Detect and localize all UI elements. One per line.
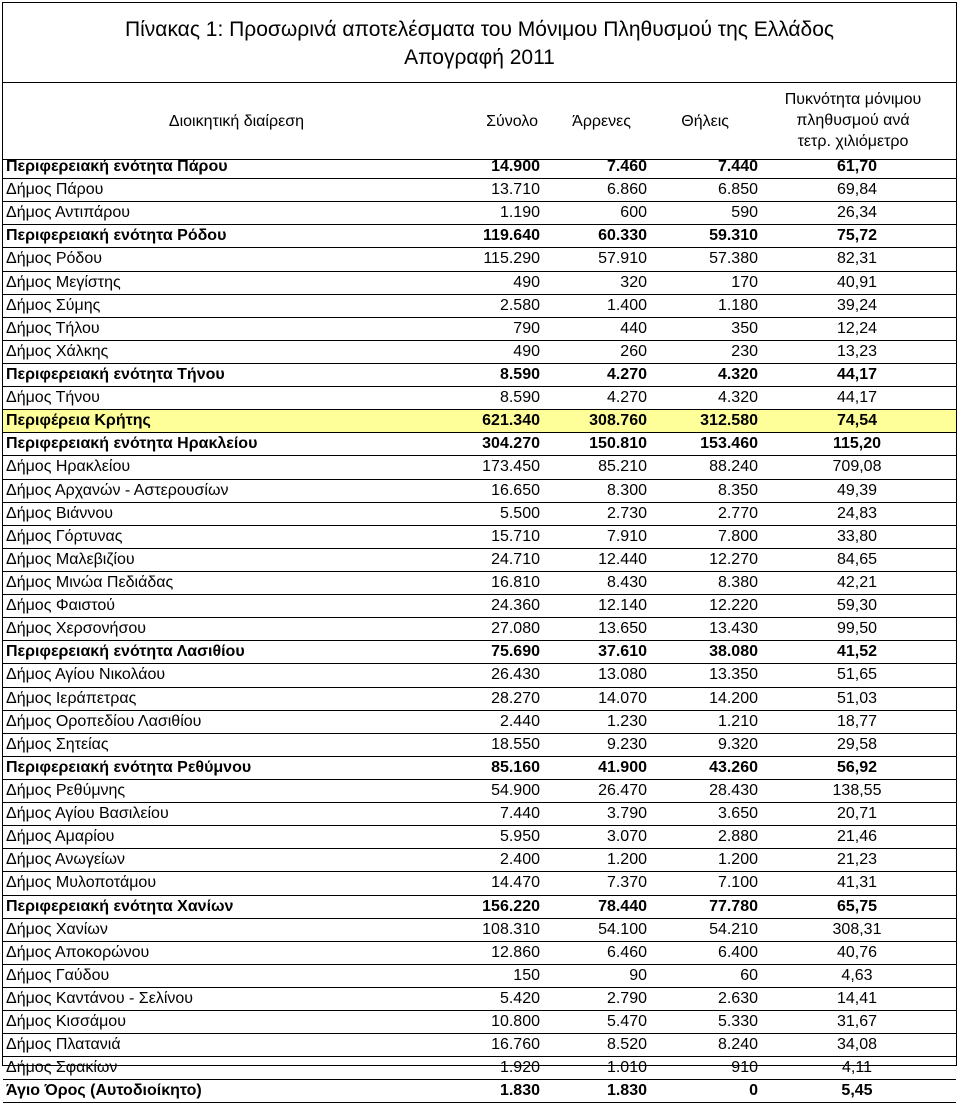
cell-male: 12.440	[540, 548, 647, 571]
cell-total: 2.580	[456, 294, 540, 317]
cell-male: 5.470	[540, 1011, 647, 1034]
cell-density: 5,45	[758, 1080, 956, 1103]
cell-male: 320	[540, 271, 647, 294]
cell-female: 4.320	[647, 387, 758, 410]
cell-male: 600	[540, 202, 647, 225]
cell-female: 6.400	[647, 941, 758, 964]
table-row	[3, 479, 956, 502]
cell-name: Δήμος Καντάνου - Σελίνου	[3, 987, 456, 1010]
table-row	[3, 987, 956, 1010]
cell-name: Δήμος Αγίου Βασιλείου	[3, 803, 456, 826]
cell-name: Δήμος Τήλου	[3, 317, 456, 340]
cell-density: 41,52	[758, 641, 956, 664]
table-row	[3, 1080, 956, 1103]
cell-name: Δήμος Ηρακλείου	[3, 456, 456, 479]
cell-male: 13.650	[540, 618, 647, 641]
cell-male: 6.860	[540, 179, 647, 202]
table-row	[3, 1057, 956, 1080]
cell-density: 99,50	[758, 618, 956, 641]
table-row	[3, 641, 956, 664]
cell-female: 43.260	[647, 756, 758, 779]
cell-density: 84,65	[758, 548, 956, 571]
cell-male: 4.270	[540, 387, 647, 410]
cell-density: 75,72	[758, 225, 956, 248]
cell-total: 304.270	[456, 433, 540, 456]
cell-name: Δήμος Μαλεβιζίου	[3, 548, 456, 571]
table-row	[3, 156, 956, 179]
cell-female: 8.380	[647, 571, 758, 594]
cell-female: 12.220	[647, 595, 758, 618]
cell-female: 1.210	[647, 710, 758, 733]
cell-density: 115,20	[758, 433, 956, 456]
cell-female: 5.330	[647, 1011, 758, 1034]
cell-name: Δήμος Σύμης	[3, 294, 456, 317]
cell-male: 7.460	[540, 156, 647, 179]
cell-name: Δήμος Πλατανιά	[3, 1034, 456, 1057]
cell-total: 24.710	[456, 548, 540, 571]
table-row	[3, 433, 956, 456]
cell-density: 33,80	[758, 525, 956, 548]
cell-total: 54.900	[456, 779, 540, 802]
cell-total: 14.470	[456, 872, 540, 895]
cell-density: 12,24	[758, 317, 956, 340]
table-row	[3, 317, 956, 340]
cell-density: 59,30	[758, 595, 956, 618]
cell-male: 8.300	[540, 479, 647, 502]
cell-male: 90	[540, 964, 647, 987]
cell-density: 74,54	[758, 410, 956, 433]
header-female: Θήλεις	[681, 113, 729, 130]
cell-total: 115.290	[456, 248, 540, 271]
header-male: Άρρενες	[572, 113, 631, 130]
cell-name: Περιφερειακή ενότητα Πάρου	[3, 156, 456, 179]
title-block	[3, 3, 956, 83]
cell-total: 27.080	[456, 618, 540, 641]
cell-total: 16.810	[456, 571, 540, 594]
table-row	[3, 502, 956, 525]
cell-male: 6.460	[540, 941, 647, 964]
cell-female: 0	[647, 1080, 758, 1103]
cell-name: Δήμος Σφακίων	[3, 1057, 456, 1080]
cell-female: 1.200	[647, 849, 758, 872]
cell-total: 8.590	[456, 387, 540, 410]
cell-female: 7.440	[647, 156, 758, 179]
table-row	[3, 964, 956, 987]
cell-total: 119.640	[456, 225, 540, 248]
table-row	[3, 248, 956, 271]
cell-male: 3.070	[540, 826, 647, 849]
cell-male: 2.790	[540, 987, 647, 1010]
cell-male: 2.730	[540, 502, 647, 525]
cell-male: 85.210	[540, 456, 647, 479]
cell-total: 24.360	[456, 595, 540, 618]
cell-female: 7.800	[647, 525, 758, 548]
table-row	[3, 895, 956, 918]
cell-male: 260	[540, 340, 647, 363]
cell-male: 41.900	[540, 756, 647, 779]
cell-total: 150	[456, 964, 540, 987]
cell-total: 490	[456, 340, 540, 363]
table-row	[3, 710, 956, 733]
table-row	[3, 826, 956, 849]
cell-total: 156.220	[456, 895, 540, 918]
cell-total: 621.340	[456, 410, 540, 433]
cell-density: 34,08	[758, 1034, 956, 1057]
cell-name: Περιφερειακή ενότητα Τήνου	[3, 363, 456, 386]
population-sheet	[2, 2, 957, 1100]
table-row	[3, 779, 956, 802]
cell-density: 51,65	[758, 664, 956, 687]
cell-name: Άγιο Όρος (Αυτοδιοίκητο)	[3, 1080, 456, 1103]
table-row	[3, 202, 956, 225]
cell-name: Δήμος Ιεράπετρας	[3, 687, 456, 710]
cell-female: 57.380	[647, 248, 758, 271]
table-row	[3, 872, 956, 895]
cell-male: 54.100	[540, 918, 647, 941]
table-row	[3, 941, 956, 964]
cell-male: 150.810	[540, 433, 647, 456]
table-title: Πίνακας 1: Προσωρινά αποτελέσματα του Μόνιμου Πληθυσμού της Ελλάδος	[124, 18, 835, 41]
cell-name: Περιφέρεια Κρήτης	[3, 410, 456, 433]
cell-density: 21,46	[758, 826, 956, 849]
header-density	[753, 89, 953, 152]
cell-name: Δήμος Ρεθύμνης	[3, 779, 456, 802]
cell-male: 7.910	[540, 525, 647, 548]
cell-name: Δήμος Μυλοποτάμου	[3, 872, 456, 895]
cell-female: 4.320	[647, 363, 758, 386]
table-row	[3, 548, 956, 571]
cell-male: 12.140	[540, 595, 647, 618]
cell-density: 41,31	[758, 872, 956, 895]
cell-density: 709,08	[758, 456, 956, 479]
cell-total: 26.430	[456, 664, 540, 687]
cell-name: Δήμος Αρχανών - Αστερουσίων	[3, 479, 456, 502]
cell-total: 28.270	[456, 687, 540, 710]
table-row	[3, 618, 956, 641]
cell-female: 170	[647, 271, 758, 294]
cell-male: 14.070	[540, 687, 647, 710]
cell-total: 14.900	[456, 156, 540, 179]
table-row	[3, 387, 956, 410]
cell-total: 8.590	[456, 363, 540, 386]
cell-total: 790	[456, 317, 540, 340]
cell-density: 24,83	[758, 502, 956, 525]
cell-male: 57.910	[540, 248, 647, 271]
cell-female: 28.430	[647, 779, 758, 802]
cell-male: 26.470	[540, 779, 647, 802]
cell-female: 230	[647, 340, 758, 363]
cell-female: 13.430	[647, 618, 758, 641]
cell-name: Δήμος Ρόδου	[3, 248, 456, 271]
cell-name: Δήμος Ανωγείων	[3, 849, 456, 872]
cell-density: 40,76	[758, 941, 956, 964]
population-table	[3, 156, 956, 1103]
table-row	[3, 271, 956, 294]
cell-density: 20,71	[758, 803, 956, 826]
column-header-row	[3, 82, 956, 160]
table-row	[3, 410, 956, 433]
cell-male: 1.830	[540, 1080, 647, 1103]
cell-male: 78.440	[540, 895, 647, 918]
cell-female: 59.310	[647, 225, 758, 248]
cell-name: Περιφερειακή ενότητα Λασιθίου	[3, 641, 456, 664]
table-row	[3, 363, 956, 386]
cell-total: 1.190	[456, 202, 540, 225]
table-row	[3, 595, 956, 618]
cell-female: 8.350	[647, 479, 758, 502]
cell-name: Περιφερειακή ενότητα Ρόδου	[3, 225, 456, 248]
cell-male: 1.230	[540, 710, 647, 733]
table-row	[3, 687, 956, 710]
cell-total: 10.800	[456, 1011, 540, 1034]
cell-name: Δήμος Χερσονήσου	[3, 618, 456, 641]
cell-total: 12.860	[456, 941, 540, 964]
cell-total: 5.950	[456, 826, 540, 849]
cell-female: 312.580	[647, 410, 758, 433]
cell-female: 2.880	[647, 826, 758, 849]
cell-density: 42,21	[758, 571, 956, 594]
table-row	[3, 918, 956, 941]
cell-female: 14.200	[647, 687, 758, 710]
cell-name: Δήμος Οροπεδίου Λασιθίου	[3, 710, 456, 733]
cell-density: 4,11	[758, 1057, 956, 1080]
cell-female: 590	[647, 202, 758, 225]
cell-total: 5.420	[456, 987, 540, 1010]
cell-male: 308.760	[540, 410, 647, 433]
table-row	[3, 733, 956, 756]
cell-female: 2.630	[647, 987, 758, 1010]
table-row	[3, 1034, 956, 1057]
table-row	[3, 803, 956, 826]
cell-name: Δήμος Αγίου Νικολάου	[3, 664, 456, 687]
table-row	[3, 849, 956, 872]
cell-name: Δήμος Χανίων	[3, 918, 456, 941]
table-row	[3, 571, 956, 594]
cell-name: Δήμος Σητείας	[3, 733, 456, 756]
header-total: Σύνολο	[486, 113, 538, 130]
cell-name: Δήμος Μεγίστης	[3, 271, 456, 294]
header-density-line1: Πυκνότητα μόνιμου	[784, 91, 922, 108]
table-row	[3, 456, 956, 479]
cell-density: 31,67	[758, 1011, 956, 1034]
cell-total: 16.650	[456, 479, 540, 502]
cell-male: 8.430	[540, 571, 647, 594]
cell-female: 153.460	[647, 433, 758, 456]
cell-total: 5.500	[456, 502, 540, 525]
cell-density: 138,55	[758, 779, 956, 802]
cell-female: 1.180	[647, 294, 758, 317]
cell-female: 38.080	[647, 641, 758, 664]
cell-density: 61,70	[758, 156, 956, 179]
cell-male: 1.010	[540, 1057, 647, 1080]
cell-density: 82,31	[758, 248, 956, 271]
cell-density: 69,84	[758, 179, 956, 202]
table-row	[3, 756, 956, 779]
cell-name: Δήμος Βιάννου	[3, 502, 456, 525]
cell-female: 54.210	[647, 918, 758, 941]
cell-female: 60	[647, 964, 758, 987]
cell-male: 60.330	[540, 225, 647, 248]
table-body	[3, 156, 956, 1103]
cell-total: 85.160	[456, 756, 540, 779]
cell-female: 7.100	[647, 872, 758, 895]
cell-density: 39,24	[758, 294, 956, 317]
cell-female: 88.240	[647, 456, 758, 479]
cell-male: 440	[540, 317, 647, 340]
cell-name: Δήμος Αντιπάρου	[3, 202, 456, 225]
cell-total: 75.690	[456, 641, 540, 664]
cell-density: 26,34	[758, 202, 956, 225]
cell-total: 16.760	[456, 1034, 540, 1057]
cell-female: 12.270	[647, 548, 758, 571]
cell-density: 29,58	[758, 733, 956, 756]
cell-density: 4,63	[758, 964, 956, 987]
cell-total: 7.440	[456, 803, 540, 826]
cell-male: 13.080	[540, 664, 647, 687]
cell-male: 8.520	[540, 1034, 647, 1057]
cell-name: Περιφερειακή ενότητα Ηρακλείου	[3, 433, 456, 456]
cell-total: 2.400	[456, 849, 540, 872]
cell-total: 13.710	[456, 179, 540, 202]
table-row	[3, 340, 956, 363]
cell-density: 13,23	[758, 340, 956, 363]
header-name: Διοικητική διαίρεση	[168, 113, 304, 130]
cell-female: 77.780	[647, 895, 758, 918]
cell-total: 490	[456, 271, 540, 294]
table-subtitle: Απογραφή 2011	[404, 46, 555, 69]
cell-name: Δήμος Γαύδου	[3, 964, 456, 987]
cell-male: 1.400	[540, 294, 647, 317]
cell-density: 14,41	[758, 987, 956, 1010]
cell-name: Περιφερειακή ενότητα Ρεθύμνου	[3, 756, 456, 779]
cell-male: 37.610	[540, 641, 647, 664]
header-density-line2: πληθυσμού ανά	[796, 112, 910, 129]
cell-density: 51,03	[758, 687, 956, 710]
cell-total: 15.710	[456, 525, 540, 548]
cell-male: 1.200	[540, 849, 647, 872]
cell-male: 9.230	[540, 733, 647, 756]
cell-female: 6.850	[647, 179, 758, 202]
table-row	[3, 525, 956, 548]
cell-total: 173.450	[456, 456, 540, 479]
table-row	[3, 1011, 956, 1034]
table-row	[3, 179, 956, 202]
cell-total: 18.550	[456, 733, 540, 756]
header-density-line3: τετρ. χιλιόμετρο	[797, 133, 909, 150]
cell-name: Δήμος Χάλκης	[3, 340, 456, 363]
cell-density: 44,17	[758, 363, 956, 386]
cell-density: 65,75	[758, 895, 956, 918]
cell-density: 49,39	[758, 479, 956, 502]
cell-female: 9.320	[647, 733, 758, 756]
cell-female: 13.350	[647, 664, 758, 687]
cell-total: 2.440	[456, 710, 540, 733]
cell-total: 1.920	[456, 1057, 540, 1080]
table-row	[3, 225, 956, 248]
cell-female: 8.240	[647, 1034, 758, 1057]
cell-name: Δήμος Τήνου	[3, 387, 456, 410]
cell-male: 3.790	[540, 803, 647, 826]
cell-name: Δήμος Γόρτυνας	[3, 525, 456, 548]
cell-density: 40,91	[758, 271, 956, 294]
cell-density: 308,31	[758, 918, 956, 941]
cell-name: Δήμος Αποκορώνου	[3, 941, 456, 964]
cell-total: 1.830	[456, 1080, 540, 1103]
cell-female: 350	[647, 317, 758, 340]
cell-male: 4.270	[540, 363, 647, 386]
cell-female: 910	[647, 1057, 758, 1080]
cell-density: 44,17	[758, 387, 956, 410]
cell-name: Δήμος Φαιστού	[3, 595, 456, 618]
cell-name: Περιφερειακή ενότητα Χανίων	[3, 895, 456, 918]
cell-total: 108.310	[456, 918, 540, 941]
cell-male: 7.370	[540, 872, 647, 895]
cell-density: 18,77	[758, 710, 956, 733]
cell-density: 21,23	[758, 849, 956, 872]
cell-density: 56,92	[758, 756, 956, 779]
cell-name: Δήμος Μινώα Πεδιάδας	[3, 571, 456, 594]
cell-female: 2.770	[647, 502, 758, 525]
cell-name: Δήμος Πάρου	[3, 179, 456, 202]
cell-name: Δήμος Αμαρίου	[3, 826, 456, 849]
table-row	[3, 294, 956, 317]
cell-female: 3.650	[647, 803, 758, 826]
table-row	[3, 664, 956, 687]
cell-name: Δήμος Κισσάμου	[3, 1011, 456, 1034]
